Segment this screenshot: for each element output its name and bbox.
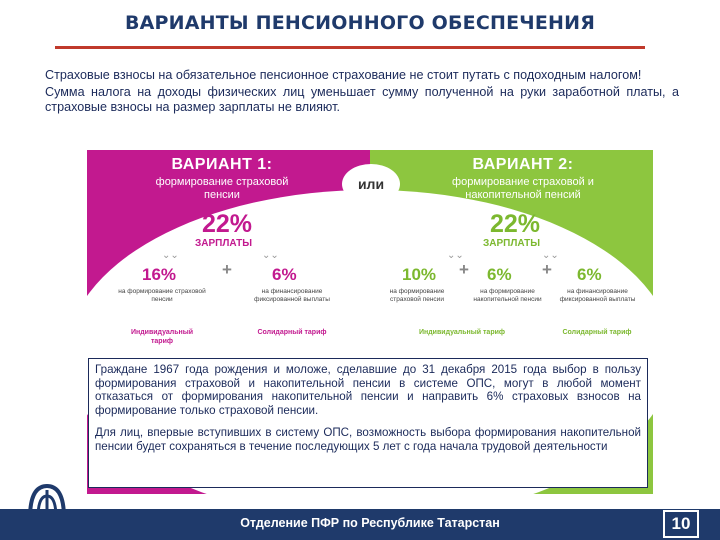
info-box (88, 358, 648, 488)
variant1-part2-desc: на финансирование фиксированной выплаты (254, 288, 330, 303)
variant1-tariff-individual: Индивидуальный тариф (130, 329, 194, 345)
or-label: или (342, 164, 400, 204)
variant1-subheading: формирование страховой пенсии (155, 176, 289, 201)
page-title: ВАРИАНТЫ ПЕНСИОННОГО ОБЕСПЕЧЕНИЯ (124, 12, 596, 34)
plus-sign: + (222, 260, 232, 279)
variant2-part3-desc: на финансирование фиксированной выплаты (559, 288, 636, 303)
variant1-header (97, 156, 347, 202)
variant2-header (403, 156, 643, 202)
variant1-part2-value: 6% (272, 265, 297, 284)
variant2-total-label: ЗАРПЛАТЫ (483, 238, 540, 249)
variant1-tariff-solidary: Солидарный тариф (257, 329, 327, 336)
variant2-part1-value: 10% (402, 265, 437, 284)
variant2-tariff-solidary: Солидарный тариф (562, 329, 632, 336)
variant2-tariff-individual: Индивидуальный тариф (418, 329, 506, 336)
variant1-total: 22% (202, 210, 253, 238)
footer-text: Отделение ПФР по Республике Татарстан (240, 516, 500, 530)
variant2-heading: ВАРИАНТ 2: (472, 156, 574, 173)
variant2-subheading: формирование страховой и накопительной пенсий (452, 176, 594, 201)
intro-paragraph-2: Сумма налога на доходы физических лиц уменьшает сумму полученной на руки заработной платы, а страховые взносы на размер зарплаты не влияют. (45, 85, 679, 114)
variant2-total: 22% (490, 210, 541, 238)
variant1-part1-desc: на формирование страховой пенсии (118, 288, 206, 303)
info-paragraph-1: Граждане 1967 года рождения и моложе, сделавшие до 31 декабря 2015 года выбор в пользу формирования страховой и накопительной пенсии в системе ОПС, могут в любой момент отказаться от формирования накопительной пенсии и направить 6% страховых взносов на формирование только страховой пенсии. (95, 363, 641, 417)
chevron-down-icon: ⌄⌄ (447, 250, 464, 261)
plus-sign: + (542, 260, 552, 279)
variant2-part2-value: 6% (487, 265, 512, 284)
intro-paragraph-1: Страховые взносы на обязательное пенсионное страхование не стоит путать с подоходным налогом! (45, 68, 642, 82)
variant2-part3-value: 6% (577, 265, 602, 284)
variant1-heading: ВАРИАНТ 1: (171, 156, 273, 173)
chevron-down-icon: ⌄⌄ (262, 250, 279, 261)
title-underline (55, 46, 645, 49)
plus-sign: + (459, 260, 469, 279)
variant2-part2-desc: на формирование накопительной пенсии (473, 288, 542, 303)
variant1-total-label: ЗАРПЛАТЫ (195, 238, 252, 249)
page-number: 10 (663, 510, 699, 538)
info-paragraph-2: Для лиц, впервые вступивших в систему ОПС, возможность выбора формирования накопительной пенсии будет сохраняться в течение последующих 5 лет с года начала трудовой деятельности (95, 426, 641, 453)
chevron-down-icon: ⌄⌄ (162, 250, 179, 261)
variant1-part1-value: 16% (142, 265, 177, 284)
chevron-down-icon: ⌄⌄ (542, 250, 559, 261)
variant2-part1-desc: на формирование страховой пенсии (389, 288, 445, 303)
intro-text (45, 68, 679, 117)
